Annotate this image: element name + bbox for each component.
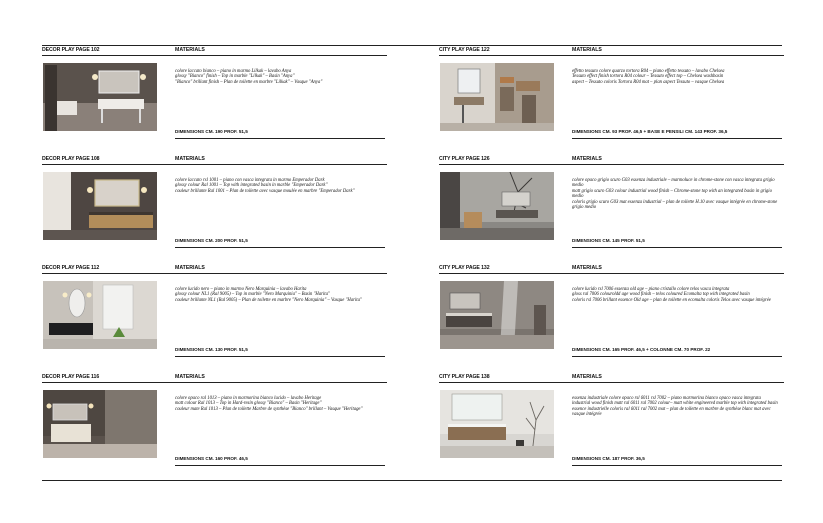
entry-title: DECOR PLAY PAGE 102 — [42, 47, 100, 53]
materials-description — [175, 178, 385, 194]
divider — [572, 465, 782, 466]
bathroom-photo — [440, 390, 554, 458]
description-line: coloris grigio scuro G03 mat essenza industrial – plan de toilette H.10 avec vasque intégrée en chrome-stone grigio medio — [572, 199, 778, 211]
catalog-entry — [42, 374, 387, 470]
divider — [572, 247, 782, 248]
bathroom-photo — [440, 281, 554, 349]
description-line: industrial wood finish matt ral 6011 ral 7002 colour– matt white engineered marble top with integrated basin — [572, 401, 778, 407]
divider — [439, 164, 784, 165]
dimensions: DIMENSIONS CM. 200 PROF. 51,5 — [175, 238, 248, 243]
catalog-entry — [42, 47, 387, 143]
bathroom-photo — [43, 63, 157, 131]
materials-label: MATERIALS — [175, 265, 205, 271]
divider — [439, 273, 784, 274]
catalog-entry — [439, 265, 784, 361]
materials-description — [572, 69, 782, 85]
description-line: effetto tessuto colore quarzo tortora R04 – piano effetto tessuto – lavabo Chelsea — [572, 69, 725, 74]
description-line: couleur brillante Ral 1001 – Plan de toilette avec vasque moulée en marbre "Emperador Dark" — [175, 188, 355, 194]
description-line: gloss ral 7006 colouroldd age wood finish – telos coloured Ecomalta top with integrated basin — [572, 292, 750, 298]
divider — [175, 247, 385, 248]
dimensions: DIMENSIONS CM. 160 PROF. 46,5 — [175, 456, 248, 461]
divider — [42, 480, 782, 481]
materials-label: MATERIALS — [175, 374, 205, 380]
entry-title: DECOR PLAY PAGE 112 — [42, 265, 100, 271]
description-line: couleur mate Ral 1013 – Plan de toilette Marbre de synthèse "Bianco" brillant – Vasque "Heritage" — [175, 406, 363, 412]
dimensions: DIMENSIONS CM. 187 PROF. 36,5 — [572, 456, 645, 461]
description-line: colore lucido nero – piano in marmo Nero Marquinia – lavabo Harita — [175, 287, 307, 292]
bathroom-photo — [43, 281, 157, 349]
materials-description — [175, 287, 385, 303]
divider — [175, 138, 385, 139]
description-line: colore laccato bianco – piano in marmo Lilkak – lavabo Anya — [175, 69, 292, 74]
description-line: essenza industriale colore opaco rsl 6011 rsl 7002 – piano marmorina bianco opaco vasca integrata — [572, 396, 761, 401]
divider — [42, 164, 387, 165]
catalog-entry — [439, 47, 784, 143]
materials-label: MATERIALS — [572, 47, 602, 53]
dimensions: DIMENSIONS CM. 145 PROF. 51,5 — [572, 238, 645, 243]
materials-label: MATERIALS — [572, 265, 602, 271]
description-line: glossy colour NL1 (Ral 9005) – Top in marble "Nero Marquinia" – Basin "Harita" — [175, 292, 330, 298]
materials-description — [175, 396, 385, 412]
description-line: "Bianco" brillant finish – Plan de toilette en marbre "Lilkak" – Vasque "Anya" — [175, 79, 323, 85]
description-line: colore lucido rsl 7006 essenza old age – piano cristallo colore telos vasca integrata — [572, 287, 730, 292]
materials-description — [572, 178, 782, 210]
entry-title: CITY PLAY PAGE 132 — [439, 265, 490, 271]
divider — [572, 138, 782, 139]
materials-label: MATERIALS — [572, 156, 602, 162]
divider — [439, 55, 784, 56]
description-line: coloris rsl 7006 brillant essence Old age – plan de toilette en ecomalta coloris Telos avec vasque intégrée — [572, 297, 771, 303]
bathroom-photo — [440, 172, 554, 240]
catalog-entry — [42, 156, 387, 252]
description-line: aspect – Tessuto coloris Tortora R04 mat – plan aspect Tessuto – vasque Chelsea — [572, 79, 725, 85]
description-line: colore laccato rsl 1001 – piano con vasca integrata in marmo Emperador Dark — [175, 178, 325, 183]
description-line: colore opaco grigio scuro G03 essenza industriale – marmoluce in chrome-stone con vasca integrata grigio medio — [572, 178, 775, 189]
bathroom-photo — [43, 390, 157, 458]
dimensions: DIMENSIONS CM. 93 PROF. 46,5 + BASE E PENSILI CM. 143 PROF. 36,5 — [572, 129, 728, 134]
description-line: glossy colour Ral 1001 – Top with integrated basin in marble "Emperador Dark" — [175, 183, 328, 189]
bathroom-photo — [440, 63, 554, 131]
materials-description — [175, 69, 385, 85]
dimensions: DIMENSIONS CM. 130 PROF. 51,5 — [175, 347, 248, 352]
entry-title: CITY PLAY PAGE 126 — [439, 156, 490, 162]
divider — [42, 273, 387, 274]
catalog-entry — [42, 265, 387, 361]
entry-title: CITY PLAY PAGE 122 — [439, 47, 490, 53]
materials-label: MATERIALS — [572, 374, 602, 380]
entry-title: DECOR PLAY PAGE 116 — [42, 374, 100, 380]
divider — [439, 382, 784, 383]
bathroom-photo — [43, 172, 157, 240]
materials-label: MATERIALS — [175, 47, 205, 53]
materials-description — [572, 287, 782, 303]
description-line: couleur brillante NL1 (Ral 9005) – Plan de toilette en marbre "Nero Marquinia" – Vasque "Harita" — [175, 297, 362, 303]
description-line: matt colour Ral 1013 – Top in Hard-resin glossy "Bianco" – Basin "Heritage" — [175, 401, 322, 407]
materials-label: MATERIALS — [175, 156, 205, 162]
dimensions: DIMENSIONS CM. 190 PROF. 51,5 — [175, 129, 248, 134]
divider — [175, 465, 385, 466]
description-line: glossy "Bianco" finish – Top in marble "Lilkak" – Basin "Anya" — [175, 74, 295, 80]
materials-description — [572, 396, 782, 418]
divider — [175, 356, 385, 357]
description-line: essence industrielle coloris ral 6011 ral 7002 mat – plan de toilette en marbre de synthèse blanc mat avec vasque intégrée — [572, 406, 771, 418]
catalog-entry — [439, 374, 784, 470]
catalog-entry — [439, 156, 784, 252]
divider — [572, 356, 782, 357]
entry-title: DECOR PLAY PAGE 108 — [42, 156, 100, 162]
description-line: matt grigio scuro G03 colour industrial wood finish – Chrome-stone top with an integrated basin in grigio medio — [572, 188, 772, 200]
dimensions: DIMENSIONS CM. 165 PROF. 46,5 + COLONNE CM. 70 PROF. 22 — [572, 347, 711, 352]
entry-title: CITY PLAY PAGE 138 — [439, 374, 490, 380]
description-line: Tessuto effect finish tortora R04 colour – Tessuto effect top – Chelsea washbasin — [572, 74, 724, 80]
divider — [42, 55, 387, 56]
description-line: colore opaco ral 1013 – piano in marmorina bianco lucido – lavabo Heritage — [175, 396, 322, 401]
divider — [42, 382, 387, 383]
divider — [42, 45, 782, 46]
